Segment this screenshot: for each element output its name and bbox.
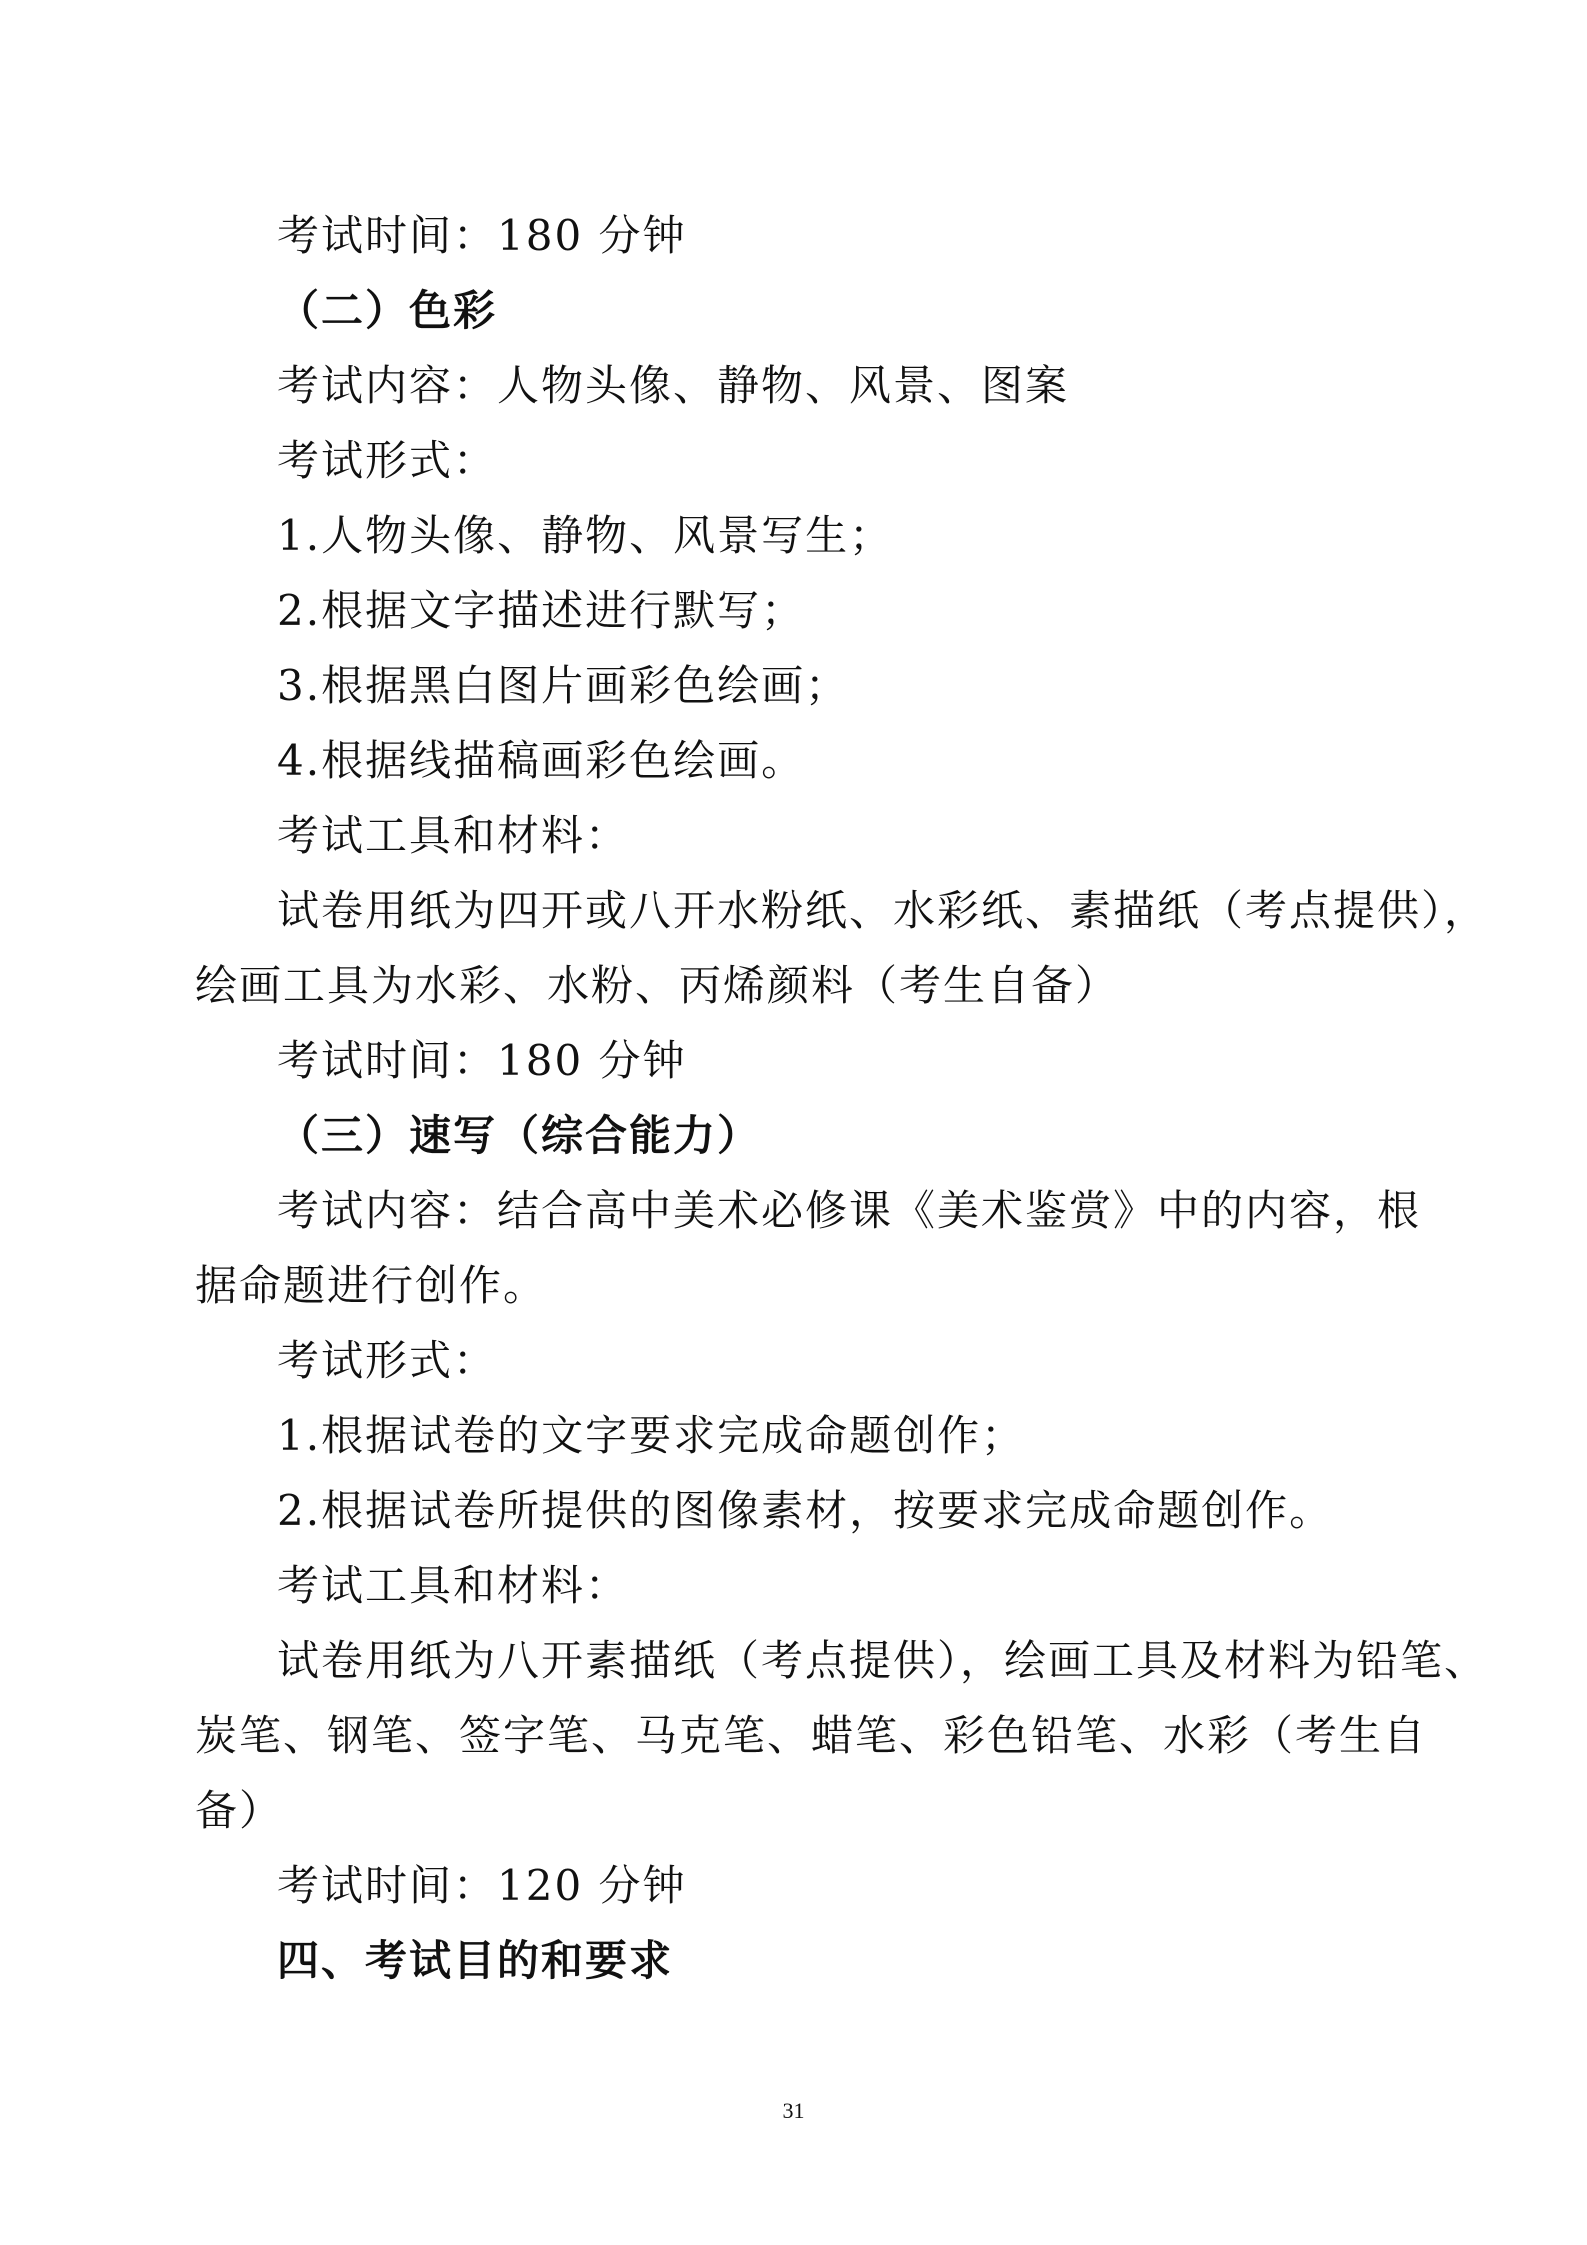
- exam-form-label: 考试形式：: [277, 436, 498, 485]
- section-heading-goals: 四、考试目的和要求: [277, 1936, 674, 1985]
- exam-form-label: 考试形式：: [277, 1336, 498, 1385]
- page-number: 31: [782, 2098, 805, 2123]
- exam-tools-label: 考试工具和材料：: [277, 1561, 630, 1610]
- exam-content-line: 考试内容：结合高中美术必修课《美术鉴赏》中的内容，根: [277, 1186, 1422, 1235]
- list-item: 1.根据试卷的文字要求完成命题创作；: [277, 1411, 1026, 1460]
- list-item: 4.根据线描稿画彩色绘画。: [277, 736, 806, 785]
- list-item: 2.根据文字描述进行默写；: [277, 586, 806, 635]
- paragraph-line: 试卷用纸为四开或八开水粉纸、水彩纸、素描纸（考点提供），: [277, 886, 1489, 935]
- exam-time-line: 考试时间：180 分钟: [277, 211, 687, 260]
- paragraph-line: 据命题进行创作。: [195, 1261, 548, 1310]
- exam-tools-label: 考试工具和材料：: [277, 811, 630, 860]
- list-item: 1.人物头像、静物、风景写生；: [277, 511, 894, 560]
- section-heading-color: （二）色彩: [277, 286, 498, 335]
- paragraph-line: 备）: [195, 1786, 284, 1835]
- exam-time-line: 考试时间：180 分钟: [277, 1036, 687, 1085]
- paragraph-line: 绘画工具为水彩、水粉、丙烯颜料（考生自备）: [195, 961, 1120, 1010]
- list-item: 3.根据黑白图片画彩色绘画；: [277, 661, 850, 710]
- section-heading-sketch: （三）速写（综合能力）: [277, 1111, 762, 1160]
- exam-content-line: 考试内容：人物头像、静物、风景、图案: [277, 361, 1070, 410]
- list-item: 2.根据试卷所提供的图像素材，按要求完成命题创作。: [277, 1486, 1334, 1535]
- paragraph-line: 炭笔、钢笔、签字笔、马克笔、蜡笔、彩色铅笔、水彩（考生自: [195, 1711, 1428, 1760]
- exam-time-line: 考试时间：120 分钟: [277, 1861, 687, 1910]
- paragraph-line: 试卷用纸为八开素描纸（考点提供），绘画工具及材料为铅笔、: [277, 1636, 1489, 1685]
